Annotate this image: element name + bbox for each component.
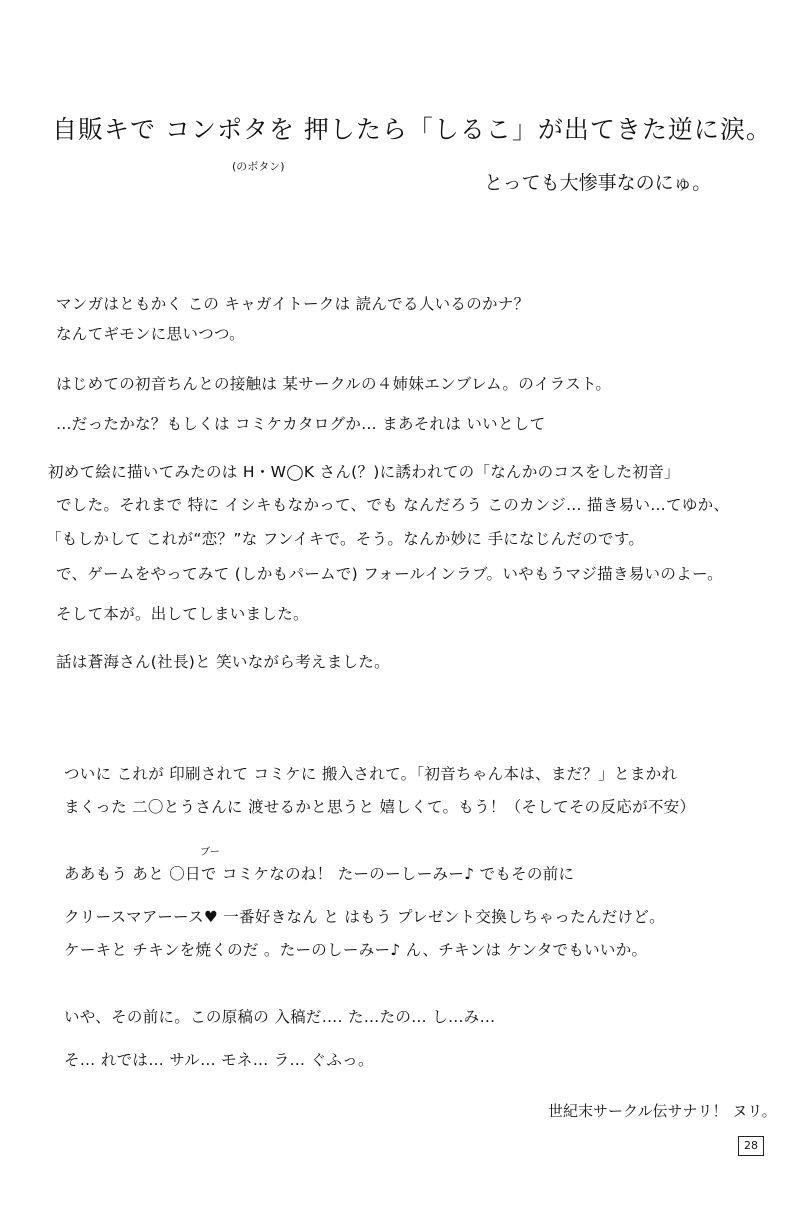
paragraph-line: そして本が。出してしまいました。 xyxy=(56,605,309,623)
page-number: 28 xyxy=(738,1136,764,1156)
paragraph-line: そ… れでは… サル… モネ… ラ… ぐふっ。 xyxy=(64,1051,374,1069)
paragraph-line: で、ゲームをやってみて (しかもパームで) フォールインラブ。いやもうマジ描き易いのよー。 xyxy=(56,565,723,583)
page-subtitle: とっても大惨事なのにゅ。 xyxy=(484,172,712,194)
paragraph-line: 話は蒼海さん(社長)と 笑いながら考えました。 xyxy=(56,653,390,671)
ruby-annotation: ブー xyxy=(200,847,220,858)
paragraph-line: なんてギモンに思いつつ。 xyxy=(56,325,245,343)
paragraph-line: まくった 二〇とうさんに 渡せるかと思うと 嬉しくて。もう！（そしてその反応が不安） xyxy=(64,798,696,816)
page-title: 自販キで コンポタを 押したら「しるこ」が出てきた逆に涙。 xyxy=(52,115,772,144)
paragraph-line: クリースマアーース♥ 一番好きなん と はもう プレゼント交換しちゃったんだけど。 xyxy=(64,908,665,926)
paragraph-line: いや、その前に。この原稿の 入稿だ…. た…たの… し…み… xyxy=(64,1008,496,1026)
paragraph-line: 「もしかして これが“恋？”な フンイキで。そう。なんか妙に 手になじんだのです。 xyxy=(46,530,645,548)
paragraph-line: …だったかな？もしくは コミケカタログか… まあそれは いいとして xyxy=(56,415,546,433)
headline-annotation: (のボタン) xyxy=(232,160,285,173)
paragraph-line: 初めて絵に描いてみたのは H・W◯K さん(？)に誘われての「なんかのコスをした初音」 xyxy=(48,463,680,481)
signature: 世紀末サークル伝サナリ！ ヌリ。 xyxy=(548,1102,777,1120)
paragraph-line: はじめての初音ちんとの接触は 某サークルの４姉妹エンブレム。のイラスト。 xyxy=(56,375,612,393)
paragraph-line: でした。それまで 特に イシキもなかって、でも なんだろう このカンジ… 描き易い…てゆか、 xyxy=(56,496,730,514)
paragraph-line: マンガはともかく この キャガイトークは 読んでる人いるのかナ？ xyxy=(56,295,530,313)
paragraph-line: ケーキと チキンを焼くのだ 。たーのしーみー♪ ん、チキンは ケンタでもいいか。 xyxy=(64,941,648,959)
paragraph-line: ああもう あと 〇日で コミケなのね！ たーのーしーみー♪ でもその前に xyxy=(64,865,575,883)
paragraph-line: ついに これが 印刷されて コミケに 搬入されて。「初音ちゃん本は、まだ？」とまかれ xyxy=(64,765,678,783)
